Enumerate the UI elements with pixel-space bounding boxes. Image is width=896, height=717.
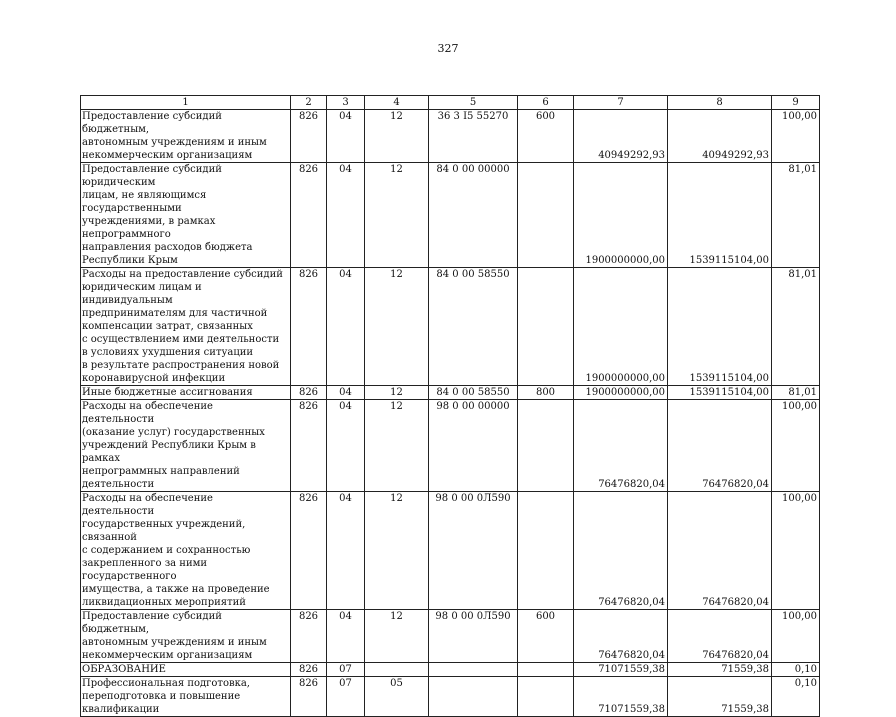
row-code-admin: 826 xyxy=(291,610,327,663)
row-planned-amount: 71071559,38 xyxy=(574,663,668,677)
row-code-subsection: 12 xyxy=(365,268,429,386)
row-code-section: 04 xyxy=(327,110,365,163)
table-row xyxy=(81,677,820,717)
row-planned-amount: 1900000000,00 xyxy=(574,268,668,386)
row-code-subsection: 12 xyxy=(365,400,429,492)
row-code-admin: 826 xyxy=(291,663,327,677)
table-row xyxy=(81,163,820,268)
header-cell: 2 xyxy=(291,96,327,110)
row-executed-amount: 40949292,93 xyxy=(668,110,772,163)
row-code-subsection xyxy=(365,663,429,677)
row-code-admin: 826 xyxy=(291,110,327,163)
row-name: Предоставление субсидий юридическим лицам, не являющимся государственными учреждениями, в рамках непрограммного направления расходов бюджета Республики Крым xyxy=(81,163,291,268)
row-name: Профессиональная подготовка, переподготовка и повышение квалификации xyxy=(81,677,291,717)
row-code-type: 800 xyxy=(518,386,574,400)
row-code-section: 07 xyxy=(327,663,365,677)
row-executed-amount: 76476820,04 xyxy=(668,400,772,492)
row-code-section: 04 xyxy=(327,386,365,400)
row-percent: 100,00 xyxy=(772,610,820,663)
row-code-target: 84 0 00 58550 xyxy=(429,268,518,386)
row-executed-amount: 71559,38 xyxy=(668,663,772,677)
row-code-subsection: 12 xyxy=(365,610,429,663)
row-code-admin: 826 xyxy=(291,677,327,717)
row-code-type xyxy=(518,492,574,610)
table-row xyxy=(81,663,820,677)
row-planned-amount: 76476820,04 xyxy=(574,400,668,492)
row-code-target xyxy=(429,663,518,677)
header-cell: 8 xyxy=(668,96,772,110)
table-row xyxy=(81,492,820,610)
row-percent: 100,00 xyxy=(772,110,820,163)
row-code-section: 07 xyxy=(327,677,365,717)
row-code-type: 600 xyxy=(518,610,574,663)
header-cell: 3 xyxy=(327,96,365,110)
row-executed-amount: 1539115104,00 xyxy=(668,386,772,400)
row-code-section: 04 xyxy=(327,163,365,268)
row-code-target: 84 0 00 58550 xyxy=(429,386,518,400)
row-name: ОБРАЗОВАНИЕ xyxy=(81,663,291,677)
row-code-target: 98 0 00 0Л590 xyxy=(429,610,518,663)
row-code-section: 04 xyxy=(327,492,365,610)
row-code-type xyxy=(518,400,574,492)
row-code-admin: 826 xyxy=(291,163,327,268)
row-code-subsection: 05 xyxy=(365,677,429,717)
row-code-subsection: 12 xyxy=(365,386,429,400)
row-percent: 0,10 xyxy=(772,663,820,677)
row-code-admin: 826 xyxy=(291,400,327,492)
row-name: Предоставление субсидий бюджетным, автономным учреждениям и иным некоммерческим организациям xyxy=(81,110,291,163)
row-name: Предоставление субсидий бюджетным, автономным учреждениям и иным некоммерческим организациям xyxy=(81,610,291,663)
row-executed-amount: 76476820,04 xyxy=(668,610,772,663)
row-code-subsection: 12 xyxy=(365,163,429,268)
row-executed-amount: 71559,38 xyxy=(668,677,772,717)
row-code-subsection: 12 xyxy=(365,110,429,163)
budget-table xyxy=(80,95,820,717)
row-percent: 81,01 xyxy=(772,163,820,268)
row-executed-amount: 76476820,04 xyxy=(668,492,772,610)
header-cell: 4 xyxy=(365,96,429,110)
row-planned-amount: 76476820,04 xyxy=(574,610,668,663)
row-executed-amount: 1539115104,00 xyxy=(668,163,772,268)
header-row xyxy=(81,96,820,110)
row-code-section: 04 xyxy=(327,400,365,492)
header-cell: 7 xyxy=(574,96,668,110)
row-code-type xyxy=(518,163,574,268)
row-planned-amount: 40949292,93 xyxy=(574,110,668,163)
row-name: Расходы на обеспечение деятельности государственных учреждений, связанной с содержанием и сохранностью закрепленного за ними государственного имущества, а также на проведение ликвидационных мероприятий xyxy=(81,492,291,610)
row-executed-amount: 1539115104,00 xyxy=(668,268,772,386)
row-code-target xyxy=(429,677,518,717)
page-number: 327 xyxy=(437,42,459,55)
row-planned-amount: 1900000000,00 xyxy=(574,163,668,268)
table-row xyxy=(81,386,820,400)
row-code-type: 600 xyxy=(518,110,574,163)
row-planned-amount: 71071559,38 xyxy=(574,677,668,717)
table-row xyxy=(81,400,820,492)
row-code-target: 84 0 00 00000 xyxy=(429,163,518,268)
row-percent: 100,00 xyxy=(772,400,820,492)
table-row xyxy=(81,610,820,663)
row-code-admin: 826 xyxy=(291,492,327,610)
header-cell: 9 xyxy=(772,96,820,110)
table-row xyxy=(81,110,820,163)
row-code-target: 36 3 I5 55270 xyxy=(429,110,518,163)
row-code-type xyxy=(518,663,574,677)
header-cell: 1 xyxy=(81,96,291,110)
row-percent: 100,00 xyxy=(772,492,820,610)
row-percent: 81,01 xyxy=(772,386,820,400)
row-planned-amount: 76476820,04 xyxy=(574,492,668,610)
row-name: Иные бюджетные ассигнования xyxy=(81,386,291,400)
row-code-type xyxy=(518,677,574,717)
row-code-target: 98 0 00 00000 xyxy=(429,400,518,492)
row-planned-amount: 1900000000,00 xyxy=(574,386,668,400)
row-code-subsection: 12 xyxy=(365,492,429,610)
row-code-type xyxy=(518,268,574,386)
header-cell: 6 xyxy=(518,96,574,110)
row-percent: 81,01 xyxy=(772,268,820,386)
row-code-section: 04 xyxy=(327,268,365,386)
row-code-target: 98 0 00 0Л590 xyxy=(429,492,518,610)
header-cell: 5 xyxy=(429,96,518,110)
row-name: Расходы на обеспечение деятельности (оказание услуг) государственных учреждений Республики Крым в рамках непрограммных направлений деятельности xyxy=(81,400,291,492)
row-code-section: 04 xyxy=(327,610,365,663)
row-code-admin: 826 xyxy=(291,386,327,400)
row-name: Расходы на предоставление субсидий юридическим лицам и индивидуальным предпринимателям для частичной компенсации затрат, связанных с осуществлением ими деятельности в условиях ухудшения ситуации в результате распространения новой коронавирусной инфекции xyxy=(81,268,291,386)
row-code-admin: 826 xyxy=(291,268,327,386)
row-percent: 0,10 xyxy=(772,677,820,717)
table-row xyxy=(81,268,820,386)
